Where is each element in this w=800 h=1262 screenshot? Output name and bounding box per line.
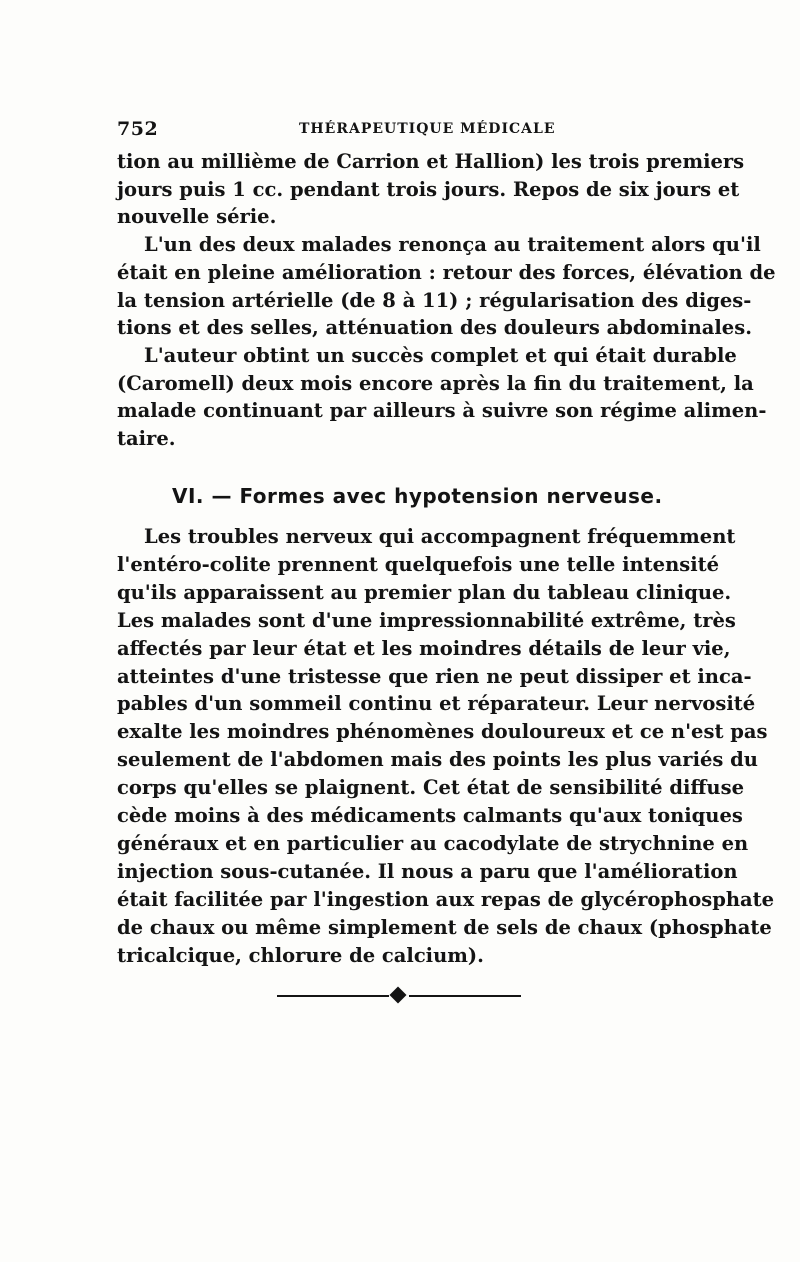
text-line: était facilitée par l'ingestion aux repas de glycérophosphate <box>117 887 775 911</box>
text-line: l'entéro-colite prennent quelquefois une telle intensité <box>117 552 720 576</box>
ornament-rule-right <box>409 995 521 997</box>
text-line: Les malades sont d'une impressionnabilité extrême, très <box>117 608 736 632</box>
text-line: la tension artérielle (de 8 à 11) ; régularisation des diges- <box>117 288 752 312</box>
diamond-icon <box>390 987 407 1004</box>
text-line: L'un des deux malades renonça au traitement alors qu'il <box>144 233 761 257</box>
text-line: L'auteur obtint un succès complet et qui était durable <box>144 343 737 367</box>
text-line: tions et des selles, atténuation des douleurs abdominales. <box>117 316 752 340</box>
body-text-bottom <box>117 523 775 970</box>
page-number: 752 <box>117 118 159 140</box>
text-line: injection sous-cutanée. Il nous a paru que l'amélioration <box>117 859 738 883</box>
text-line: jours puis 1 cc. pendant trois jours. Repos de six jours et <box>117 177 740 201</box>
text-line: tricalcique, chlorure de calcium). <box>117 943 484 967</box>
body-text-top <box>117 148 776 453</box>
text-line: qu'ils apparaissent au premier plan du tableau clinique. <box>117 580 732 604</box>
text-line: affectés par leur état et les moindres détails de leur vie, <box>117 636 731 660</box>
text-line: exalte les moindres phénomènes douloureux et ce n'est pas <box>117 720 768 744</box>
page-header <box>117 118 682 140</box>
text-line: seulement de l'abdomen mais des points les plus variés du <box>117 748 758 772</box>
text-line: pables d'un sommeil continu et réparateur. Leur nervosité <box>117 692 756 716</box>
text-line: corps qu'elles se plaignent. Cet état de sensibilité diffuse <box>117 776 744 800</box>
text-line: cède moins à des médicaments calmants qu'aux toniques <box>117 804 743 828</box>
text-line: de chaux ou même simplement de sels de chaux (phosphate <box>117 915 772 939</box>
section-end-ornament <box>277 986 521 1006</box>
text-line: malade continuant par ailleurs à suivre son régime alimen- <box>117 399 767 423</box>
text-line: taire. <box>117 427 176 451</box>
section-heading: VI. — Formes avec hypotension nerveuse. <box>172 484 663 508</box>
text-line: était en pleine amélioration : retour des forces, élévation de <box>117 260 776 284</box>
text-line: Les troubles nerveux qui accompagnent fréquemment <box>144 525 736 548</box>
text-line: atteintes d'une tristesse que rien ne peut dissiper et inca- <box>117 664 752 688</box>
text-line: généraux et en particulier au cacodylate de strychnine en <box>117 831 749 855</box>
ornament-rule-left <box>277 995 389 997</box>
text-line: nouvelle série. <box>117 205 277 229</box>
text-line: (Caromell) deux mois encore après la fin du traitement, la <box>117 371 754 395</box>
running-title: THÉRAPEUTIQUE MÉDICALE <box>299 121 556 137</box>
text-line: tion au millième de Carrion et Hallion) les trois premiers <box>117 150 745 173</box>
